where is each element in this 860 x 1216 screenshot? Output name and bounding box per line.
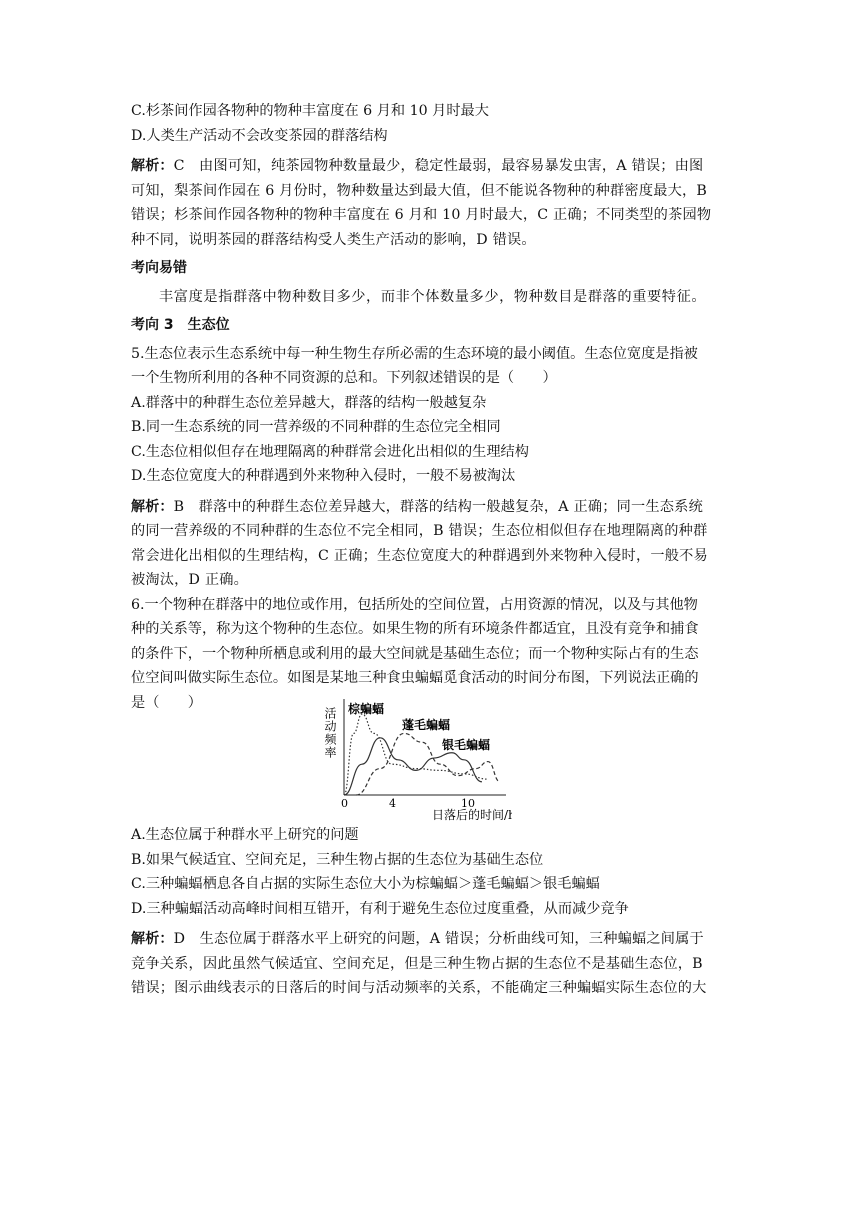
- question-6-line-5: 是（ ）: [131, 694, 202, 711]
- answer-6-text: D 生态位属于群落水平上研究的问题，A 错误；分析曲线可知，三种蝙蝠之间属于: [173, 931, 704, 947]
- question-6-option-a: A.生态位属于种群水平上研究的问题: [131, 827, 359, 843]
- answer-4-line-4: 种不同，说明茶园的群落结构受人类生产活动的影响，D 错误。: [131, 231, 536, 248]
- answer-6-line-3: 错误；图示曲线表示的日落后的时间与活动频率的关系，不能确定三种蝙蝠实际生态位的大: [131, 980, 707, 996]
- yicuo-text: 丰富度是指群落中物种数目多少，而非个体数量多少，物种数目是群落的重要特征。: [159, 288, 707, 305]
- question-6-option-c: C.三种蝙蝠栖息各自占据的实际生态位大小为棕蝙蝠＞蓬毛蝙蝠＞银毛蝙蝠: [131, 876, 600, 892]
- answer-4-line-2: 可知，梨茶间作园在 6 月份时，物种数量达到最大值，但不能说各物种的种群密度最大，B: [131, 182, 707, 199]
- section-3-heading: 考向 3 生态位: [131, 317, 230, 333]
- bat-activity-chart: [322, 693, 512, 823]
- x-tick-label: 4: [389, 797, 396, 810]
- series-label-1: 棕蝙蝠: [348, 702, 385, 716]
- answer-4-line-3: 错误；杉茶间作园各物种的物种丰富度在 6 月和 10 月时最大，C 正确；不同类型的茶园物: [131, 207, 712, 223]
- question-5-option-d: D.生态位宽度大的种群遇到外来物种入侵时，一般不易被淘汰: [131, 468, 516, 484]
- answer-5-text: B 群落中的种群生态位差异越大，群落的结构一般越复杂，A 正确；同一生态系统: [173, 498, 703, 515]
- answer-6-line-2: 竞争关系，因此虽然气候适宜、空间充足，但是三种生物占据的生态位不是基础生态位，B: [131, 955, 703, 972]
- question-5-line-2: 一个生物所利用的各种不同资源的总和。下列叙述错误的是（ ）: [131, 370, 557, 386]
- answer-6-line-1: [131, 927, 736, 952]
- answer-5-line-4: 被淘汰，D 正确。: [131, 572, 248, 588]
- question-5-line-1: 5.生态位表示生态系统中每一种生物生存所必需的生态环境的最小阈值。生态位宽度是指被: [131, 345, 698, 362]
- chart-svg: [322, 693, 512, 823]
- question-5-option-c: C.生态位相似但存在地理隔离的种群常会进化出相似的生理结构: [131, 443, 529, 460]
- x-axis-label: 日落后的时间/h: [432, 808, 512, 822]
- question-6-option-d: D.三种蝙蝠活动高峰时间相互错开，有利于避免生态位过度重叠，从而减少竞争: [131, 900, 629, 917]
- question-6-option-b: B.如果气候适宜、空间充足，三种生物占据的生态位为基础生态位: [131, 851, 544, 868]
- question-6-line-1: 6.一个物种在群落中的地位或作用，包括所处的空间位置，占用资源的情况，以及与其他物: [131, 596, 698, 613]
- question-4-option-c: C.杉茶间作园各物种的物种丰富度在 6 月和 10 月时最大: [131, 103, 489, 119]
- answer-5-line-1: [131, 495, 736, 520]
- question-6-line-2: 种的关系等，称为这个物种的生态位。如果生物的所有环境条件都适宜，且没有竞争和捕食: [131, 621, 699, 637]
- answer-4-line-1: [131, 154, 736, 179]
- question-6-line-3: 的条件下，一个物种所栖息或利用的最大空间就是基础生态位；而一个物种实际占有的生态: [131, 645, 699, 662]
- question-5-option-a: A.群落中的种群生态位差异越大，群落的结构一般越复杂: [131, 394, 487, 411]
- analysis-label: 解析：: [131, 498, 174, 515]
- question-5-option-b: B.同一生态系统的同一营养级的不同种群的生态位完全相同: [131, 419, 501, 435]
- series-label-2: 蓬毛蝙蝠: [402, 718, 451, 732]
- x-tick-label: 10: [461, 797, 475, 810]
- series-label-3: 银毛蝙蝠: [442, 738, 491, 752]
- answer-5-line-2: 的同一营养级的不同种群的生态位不完全相同，B 错误；生态位相似但存在地理隔离的种群: [131, 523, 708, 539]
- answer-5-line-3: 常会进化出相似的生理结构，C 正确；生态位宽度大的种群遇到外来物种入侵时，一般不易: [131, 547, 708, 564]
- question-6-line-4: 位空间叫做实际生态位。如图是某地三种食虫蝙蝠觅食活动的时间分布图，下列说法正确的: [131, 670, 699, 686]
- analysis-label: 解析：: [131, 931, 174, 947]
- question-4-option-d: D.人类生产活动不会改变茶园的群落结构: [131, 127, 388, 144]
- analysis-label: 解析：: [131, 158, 174, 174]
- yicuo-heading: 考向易错: [131, 260, 187, 276]
- x-tick-label: 0: [341, 797, 348, 810]
- answer-4-text: C 由图可知，纯茶园物种数量最少，稳定性最弱，最容易暴发虫害，A 错误；由图: [173, 158, 704, 174]
- document-page: [131, 99, 736, 1001]
- y-axis-label: 活动频率: [323, 707, 337, 759]
